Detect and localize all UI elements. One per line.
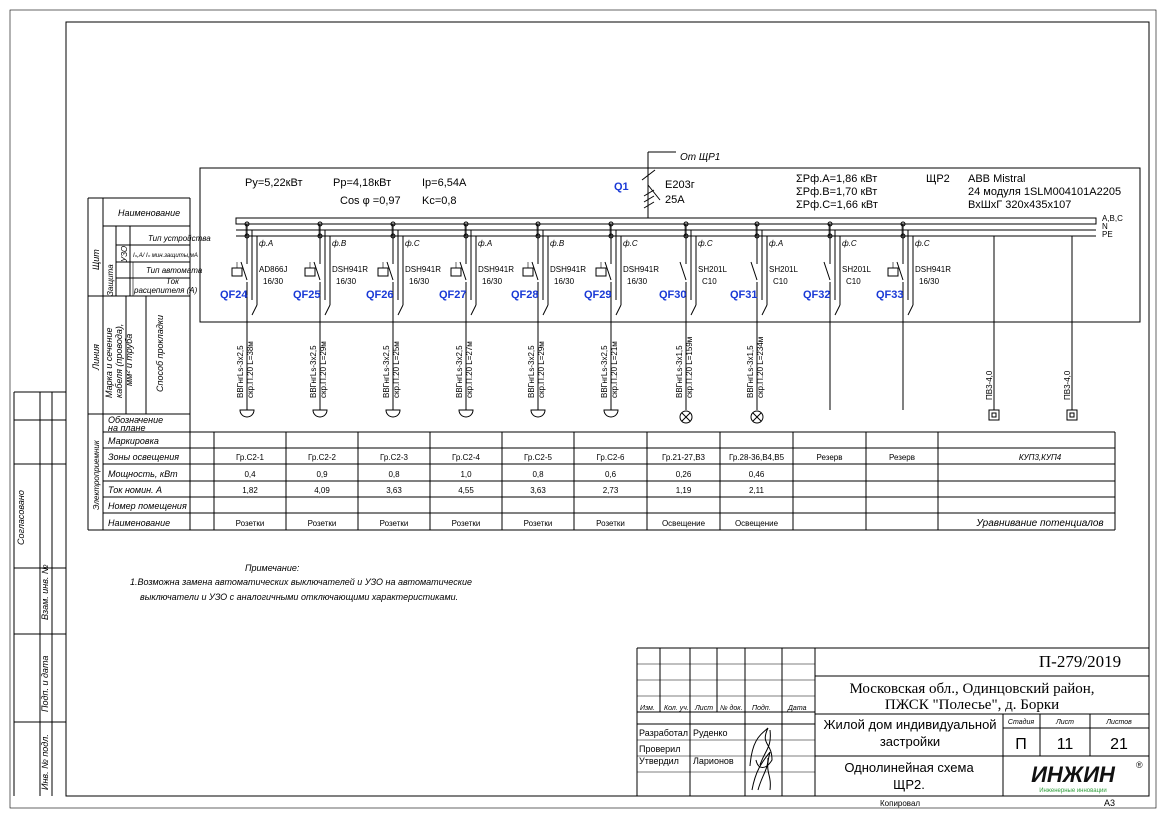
power-cell: 0,8: [532, 470, 544, 479]
power-cell: 0,26: [675, 470, 692, 479]
pe-cable-1: ПВ3-4,0: [985, 370, 994, 400]
legend-trip-current: Ток: [166, 277, 179, 286]
col-izm: Изм.: [640, 705, 655, 712]
legend-room: Номер помещения: [108, 501, 187, 511]
zone-cell: Гр.С2-6: [596, 453, 625, 462]
phase-label: ф.B: [550, 239, 565, 248]
pe-name: Уравнивание потенциалов: [976, 518, 1104, 529]
legend-uzo: УЗО: [120, 245, 129, 262]
current-cell: 1,82: [242, 486, 258, 495]
zone-cell: Резерв: [816, 453, 843, 462]
circuit-qf33: [876, 222, 951, 410]
breaker-model: SH201L: [769, 265, 798, 274]
drawing-title-2: ЩР2.: [893, 777, 925, 792]
cable-spec: ВВГнгLs-3х2,5: [527, 345, 536, 398]
breaker-model: DSH941R: [550, 265, 587, 274]
phase-label: ф.C: [405, 239, 420, 248]
legend-designation-2: на плане: [108, 423, 146, 433]
cabinet-size: ВхШхГ 320х435х107: [968, 199, 1072, 211]
legend-current: Ток номин. А: [108, 485, 163, 495]
legend-breaker-type: Тип автомата: [146, 266, 203, 275]
laying-spec: скр.П.20 L=25м: [392, 341, 401, 398]
zone-cell: Гр.С2-5: [524, 453, 552, 462]
legend-marking: Маркировка: [108, 436, 159, 446]
breaker-model: DSH941R: [623, 265, 660, 274]
laying-spec: скр.П.20 L=27м: [465, 341, 474, 398]
sheets-header: Листов: [1106, 719, 1132, 726]
drawing-title-1: Однолинейная схема: [844, 760, 974, 775]
power-cell: 0,9: [316, 470, 328, 479]
bus-label-n: N: [1102, 222, 1108, 231]
current-cell: 2,11: [749, 486, 764, 495]
breaker-label: QF28: [511, 289, 539, 301]
note-line-1: 1.Возможна замена автоматических выключателей и УЗО на автоматические: [130, 577, 472, 587]
laying-spec: скр.П.20 L=29м: [319, 341, 328, 398]
side-stamp-4: Инв. № подл.: [40, 734, 50, 790]
breaker-label: QF25: [293, 289, 321, 301]
circuit-qf27: [439, 222, 514, 417]
laying-spec: скр.П.20 L=159м: [685, 336, 694, 398]
current-cell: 1,19: [675, 486, 692, 495]
cabinet-modules: 24 модуля 1SLM004101A2205: [968, 186, 1122, 198]
phase-c-sum: ΣPф.C=1,66 кВт: [796, 199, 878, 211]
breaker-label: QF31: [730, 289, 758, 301]
phase-a-sum: ΣPф.A=1,86 кВт: [796, 173, 878, 185]
phase-label: ф.C: [842, 239, 857, 248]
breaker-rating: C10: [702, 277, 717, 286]
logo-subtitle: Инженерные инновации: [1039, 788, 1107, 794]
name-cell: Розетки: [379, 519, 409, 528]
name-cell: Освещение: [661, 519, 706, 528]
circuit-qf24: [220, 222, 287, 417]
logo-text: ИНЖИН: [1031, 762, 1115, 787]
power-cell: 1,0: [460, 470, 472, 479]
breaker-rating: C10: [773, 277, 788, 286]
project-code: П-279/2019: [1038, 652, 1122, 671]
zone-cell: Гр.С2-1: [236, 453, 264, 462]
name-cell: Розетки: [523, 519, 553, 528]
phase-label: ф.C: [698, 239, 713, 248]
breaker-label: QF30: [659, 289, 687, 301]
phase-label: ф.B: [332, 239, 347, 248]
col-doc: № док.: [720, 705, 743, 712]
bus-bars: [236, 218, 1096, 236]
role-developed: Разработал: [639, 728, 688, 738]
power-cell: 0,8: [388, 470, 400, 479]
current-cell: 3,63: [530, 486, 546, 495]
breaker-rating: 16/30: [627, 277, 648, 286]
object-line-2: застройки: [879, 734, 941, 749]
cable-spec: ВВГнгLs-3х1,5: [746, 345, 755, 398]
cos-phi: Cos φ =0,97: [340, 195, 401, 207]
bus-label-pe: PE: [1102, 230, 1113, 239]
breaker-model: DSH941R: [478, 265, 515, 274]
breaker-model: AD866J: [259, 265, 288, 274]
legend-line: Линия: [91, 344, 101, 370]
logo-registered: ®: [1136, 760, 1143, 770]
stage-value: П: [1015, 736, 1027, 753]
circuit-qf32: [803, 222, 871, 410]
object-line-1: Жилой дом индивидуальной: [823, 717, 997, 732]
sheet-header: Лист: [1055, 719, 1075, 726]
breaker-label: QF33: [876, 289, 904, 301]
location-line-2: ПЖСК "Полесье", д. Борки: [884, 697, 1060, 713]
demand-factor: Kc=0,8: [422, 195, 457, 207]
breaker-label: QF24: [220, 289, 248, 301]
breaker-label: QF26: [366, 289, 394, 301]
approver-name: Ларионов: [693, 756, 734, 766]
legend-laying: Способ прокладки: [155, 314, 165, 392]
zone-cell: Гр.21-27,В3: [661, 453, 706, 462]
legend-name: Наименование: [118, 208, 181, 218]
circuit-qf29: [584, 222, 659, 417]
calc-power: Pp=4,18кВт: [333, 177, 392, 189]
location-line-1: Московская обл., Одинцовский район,: [849, 681, 1095, 697]
pe-cable-2: ПВ3-4,0: [1063, 370, 1072, 400]
side-stamp-1: Согласовано: [16, 490, 26, 545]
breaker-model: DSH941R: [332, 265, 369, 274]
cable-spec: ВВГнгLs-3х2,5: [309, 345, 318, 398]
laying-spec: скр.П.20 L=234м: [756, 336, 765, 398]
pe-zone: КУП3,КУП4: [1018, 453, 1062, 462]
breaker-rating: 16/30: [919, 277, 940, 286]
current-cell: 2,73: [602, 486, 619, 495]
zone-cell: Резерв: [889, 453, 915, 462]
cable-spec: ВВГнгLs-3х2,5: [382, 345, 391, 398]
side-stamp-2: Взам. инв. №: [40, 564, 50, 620]
laying-spec: скр.П.20 L=21м: [610, 341, 619, 398]
main-breaker-rating: 25A: [665, 194, 685, 206]
legend-protection: Защита: [106, 264, 115, 296]
socket-icon: [531, 410, 545, 417]
drawing-frame: [66, 22, 1149, 796]
name-cell: Розетки: [307, 519, 337, 528]
cabinet-brand: ABB Mistral: [968, 173, 1026, 185]
current-cell: 4,09: [314, 486, 330, 495]
zone-cell: Гр.С2-4: [452, 453, 480, 462]
legend-trip-current-2: расцепителя (А): [134, 286, 198, 295]
calc-current: Ip=6,54A: [422, 177, 467, 189]
col-kol: Кол. уч.: [664, 705, 689, 712]
legend-device-type: Тип устройства: [148, 234, 211, 243]
note-line-2: выключатели и УЗО с аналогичными отключающими характеристиками.: [140, 592, 459, 602]
sheet-value: 11: [1056, 736, 1074, 753]
legend-zones: Зоны освещения: [108, 452, 180, 462]
sheets-value: 21: [1110, 736, 1128, 753]
laying-spec: скр.П.20 L=29м: [537, 341, 546, 398]
signature-developer: [750, 728, 772, 768]
cable-spec: ВВГнгLs-3х1,5: [675, 345, 684, 398]
main-breaker-label: Q1: [614, 181, 629, 193]
phase-label: ф.C: [623, 239, 638, 248]
breaker-rating: 16/30: [554, 277, 575, 286]
phase-label: ф.A: [478, 239, 493, 248]
signature-approver: [752, 752, 770, 790]
zone-cell: Гр.28-36,В4,В5: [728, 453, 785, 462]
role-checked: Проверил: [639, 744, 681, 754]
name-cell: Розетки: [596, 519, 625, 528]
power-cell: 0,46: [748, 470, 765, 479]
developer-name: Руденко: [693, 728, 728, 738]
panel-name: ЩР2: [926, 173, 950, 185]
power-cell: 0,6: [604, 470, 617, 479]
breaker-model: SH201L: [698, 265, 727, 274]
phase-label: ф.A: [259, 239, 274, 248]
socket-icon: [459, 410, 473, 417]
breaker-label: QF32: [803, 289, 831, 301]
legend-receiver: Электроприемник: [92, 440, 101, 510]
name-cell: Освещение: [734, 519, 779, 528]
legend-cable-2: кабеля (провода),: [114, 323, 124, 398]
main-breaker-model: E203г: [665, 179, 695, 191]
breaker-model: DSH941R: [915, 265, 952, 274]
socket-icon: [386, 410, 400, 417]
socket-icon: [313, 410, 327, 417]
breaker-rating: C10: [846, 277, 861, 286]
pe-lines: [985, 236, 1077, 420]
legend-rname: Наименование: [108, 518, 171, 528]
power-cell: 0,4: [244, 470, 256, 479]
current-cell: 3,63: [386, 486, 402, 495]
cable-spec: ВВГнгLs-3х2,5: [236, 345, 245, 398]
col-podp: Подп.: [752, 705, 771, 712]
legend-cable-3: мм² и труба: [124, 333, 134, 386]
col-date: Дата: [788, 705, 807, 712]
note-title: Примечание:: [245, 563, 300, 573]
phase-b-sum: ΣPф.B=1,70 кВт: [796, 186, 878, 198]
breaker-model: SH201L: [842, 265, 871, 274]
breaker-rating: 16/30: [336, 277, 357, 286]
bus-label-abc: A,B,C: [1102, 214, 1123, 223]
breaker-label: QF27: [439, 289, 467, 301]
installed-power: Py=5,22кВт: [245, 177, 303, 189]
breaker-model: DSH941R: [405, 265, 442, 274]
breaker-rating: 16/30: [409, 277, 430, 286]
current-cell: 4,55: [458, 486, 474, 495]
legend-designation: Обозначение: [108, 415, 164, 425]
laying-spec: скр.П.20 L=38м: [246, 341, 255, 398]
cable-spec: ВВГнгLs-3х2,5: [600, 345, 609, 398]
legend-rated-current: Iₙ,A/ Iₙ мин.защиты,мA: [133, 253, 198, 259]
legend-shield: Щит: [91, 249, 101, 270]
breaker-rating: 16/30: [263, 277, 284, 286]
format-label: A3: [1104, 798, 1116, 808]
circuit-qf28: [511, 222, 586, 417]
phase-label: ф.A: [769, 239, 784, 248]
phase-label: ф.C: [915, 239, 930, 248]
source-label: От ЩР1: [680, 152, 721, 163]
legend-power: Мощность, кВт: [108, 469, 178, 479]
name-cell: Розетки: [451, 519, 481, 528]
name-cell: Розетки: [235, 519, 265, 528]
zone-cell: Гр.С2-3: [380, 453, 408, 462]
cable-spec: ВВГнгLs-3х2,5: [455, 345, 464, 398]
breaker-label: QF29: [584, 289, 612, 301]
breaker-rating: 16/30: [482, 277, 503, 286]
socket-icon: [604, 410, 618, 417]
legend-cable: Марка и сечение: [104, 327, 114, 398]
side-stamps: [14, 392, 66, 796]
col-list: Лист: [695, 705, 714, 712]
circuit-qf25: [293, 222, 368, 417]
zone-cell: Гр.С2-2: [308, 453, 336, 462]
role-approved: Утвердил: [639, 756, 679, 766]
circuit-qf26: [366, 222, 441, 417]
side-stamp-3: Подп. и дата: [40, 655, 50, 712]
socket-icon: [240, 410, 254, 417]
stage-header: Стадия: [1007, 719, 1035, 726]
company-logo: [1031, 760, 1143, 794]
copied-label: Копировал: [880, 799, 921, 808]
